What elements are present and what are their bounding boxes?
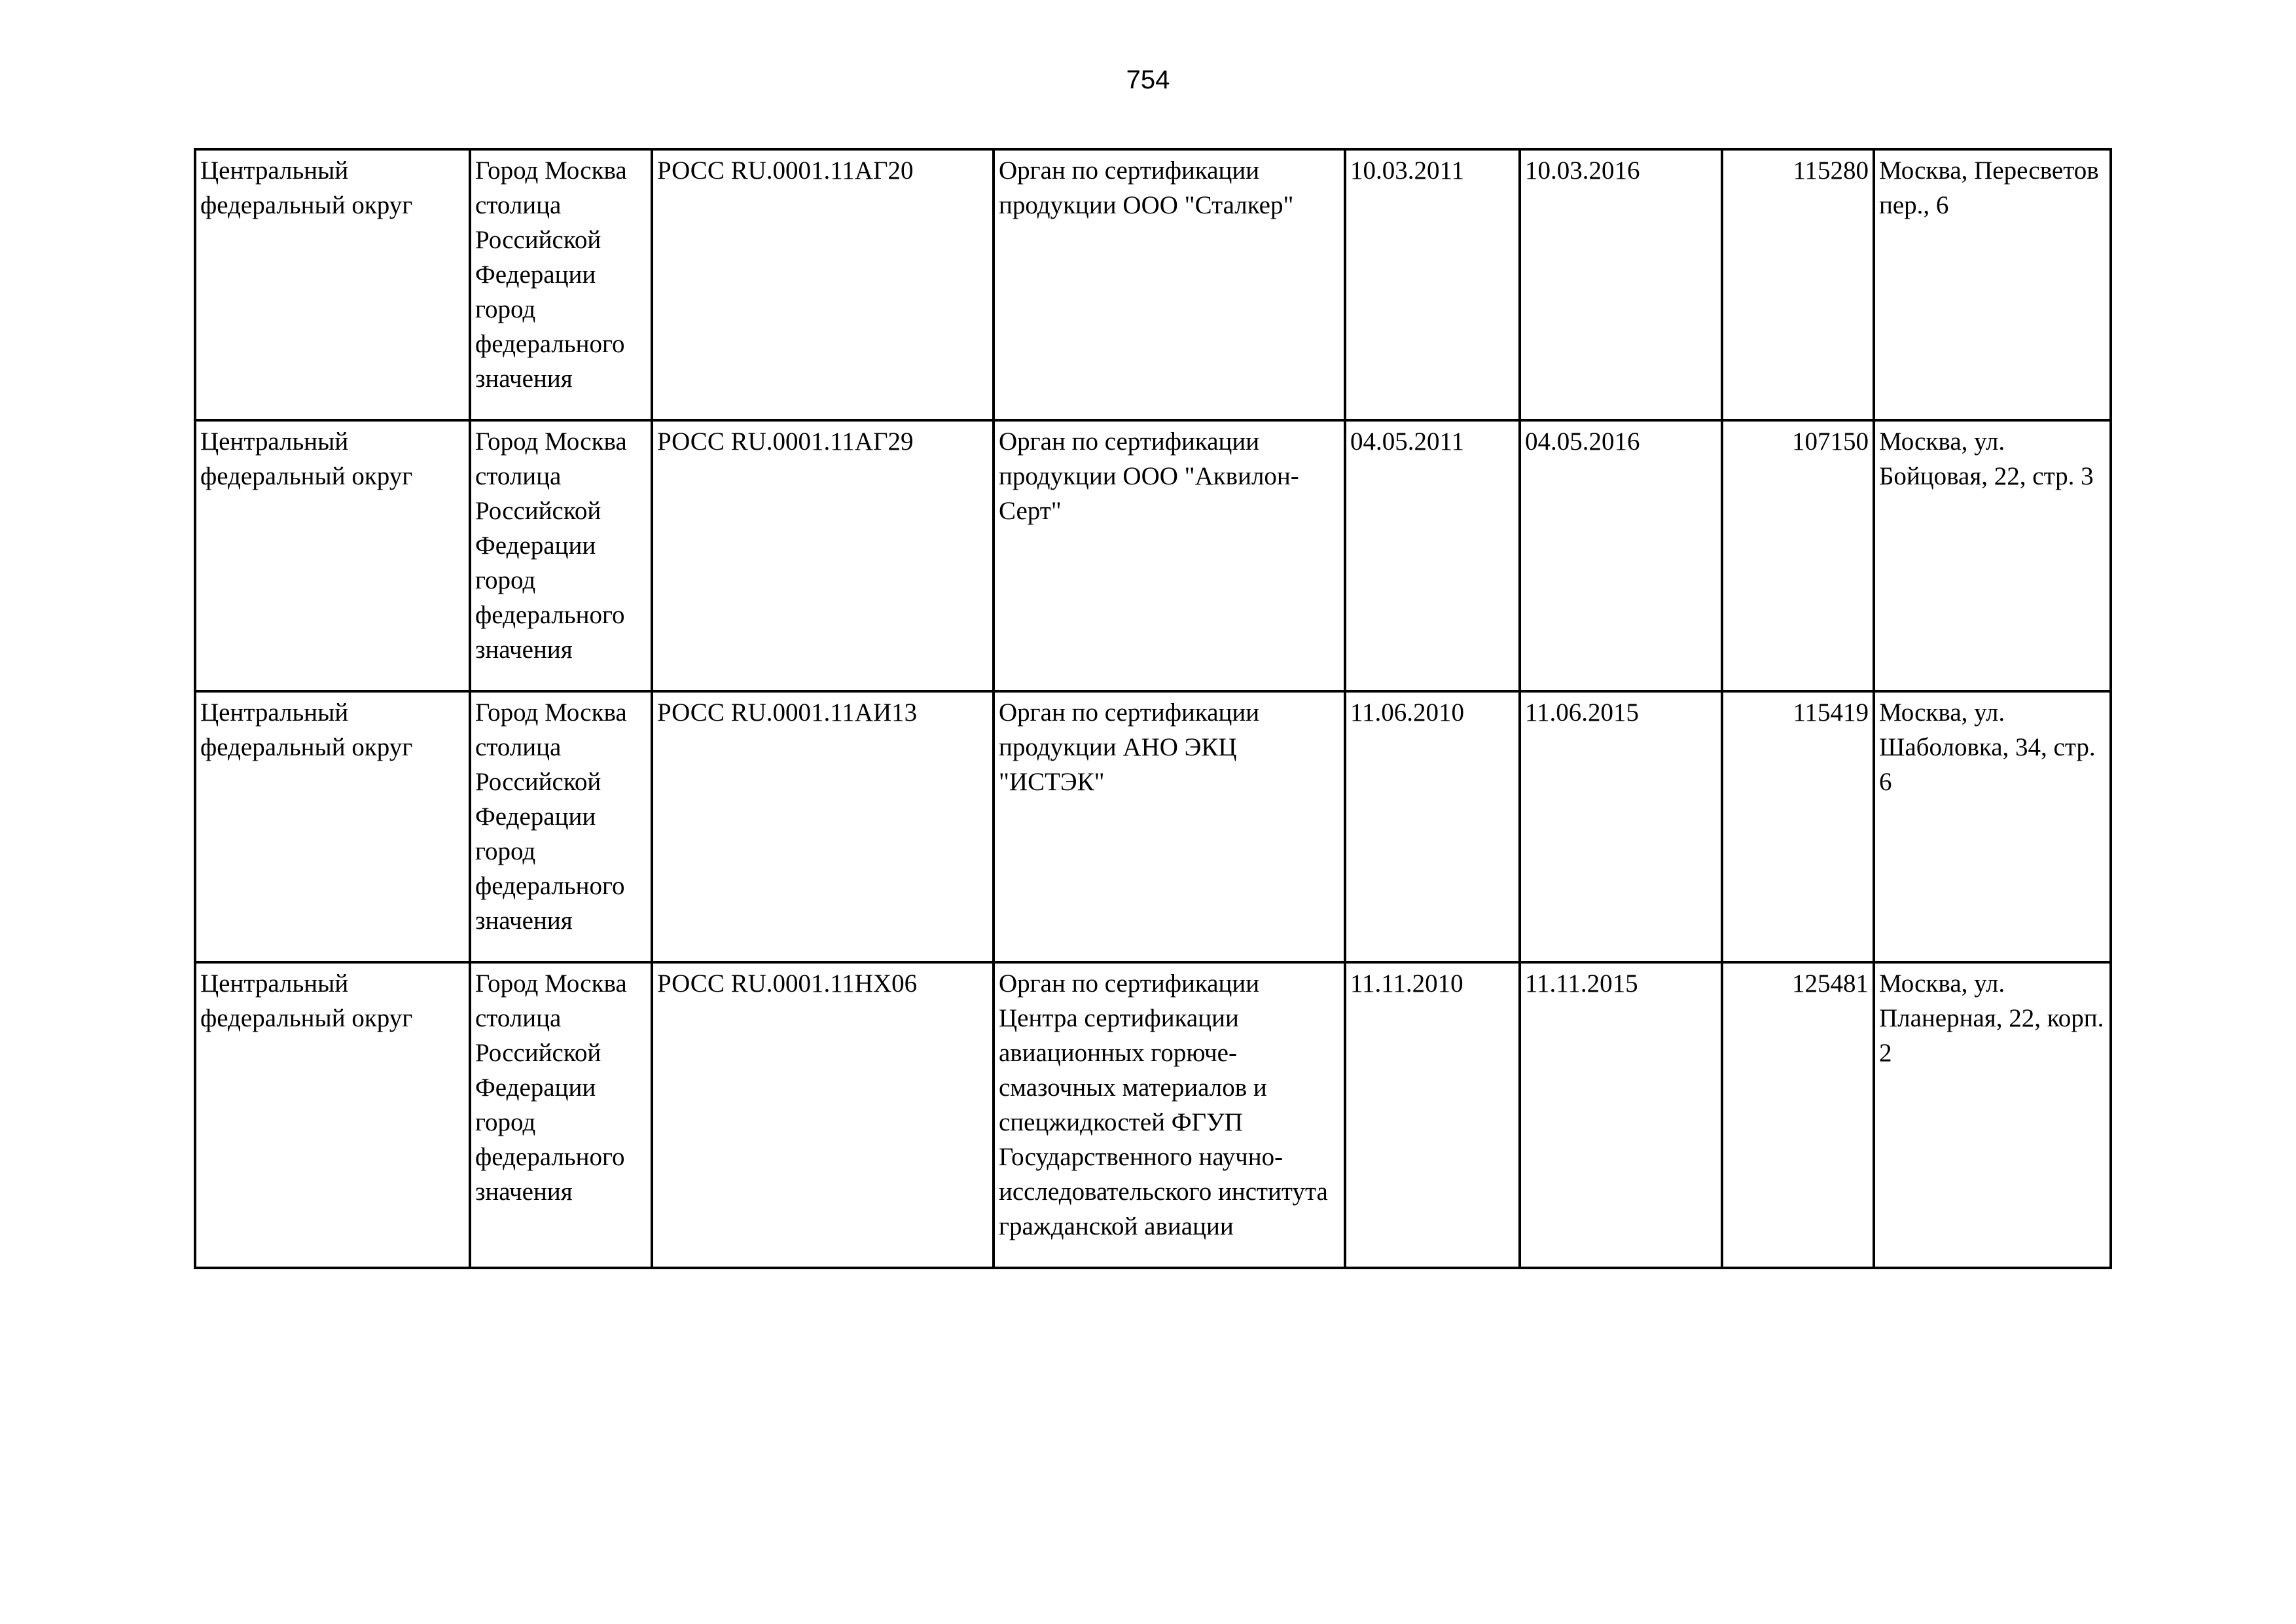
organization-text: Орган по сертификации продукции ООО "Сталкер": [999, 156, 1294, 219]
organization-cell: [994, 149, 1345, 420]
district-text: Центральный федеральный округ: [200, 698, 413, 761]
certification-bodies-table: [194, 148, 2112, 1269]
address-text: Москва, ул. Планерная, 22, корп. 2: [1879, 969, 2104, 1067]
reg-number-cell: [652, 691, 994, 962]
address-text: Москва, ул. Бойцовая, 22, стр. 3: [1879, 427, 2094, 490]
organization-cell: [994, 962, 1345, 1268]
date-from-text: 04.05.2011: [1350, 427, 1465, 456]
date-to-text: 10.03.2016: [1525, 156, 1640, 185]
date-from-text: 11.06.2010: [1350, 698, 1465, 727]
address-text: Москва, Пересветов пер., 6: [1879, 156, 2099, 219]
reg-number-cell: [652, 149, 994, 420]
region-text: Город Москва столица Российской Федерации город федерального значения: [475, 156, 627, 393]
date-from-text: 10.03.2011: [1350, 156, 1465, 185]
district-text: Центральный федеральный округ: [200, 156, 413, 219]
date-from-cell: [1345, 691, 1520, 962]
address-cell: [1874, 149, 2111, 420]
date-from-cell: [1345, 149, 1520, 420]
district-cell: [195, 149, 470, 420]
postcode-cell: [1722, 149, 1874, 420]
date-from-cell: [1345, 420, 1520, 691]
address-cell: [1874, 962, 2111, 1268]
table-row: [195, 149, 2111, 420]
region-cell: [470, 149, 652, 420]
postcode-cell: [1722, 962, 1874, 1268]
region-cell: [470, 420, 652, 691]
address-cell: [1874, 420, 2111, 691]
table-row: [195, 691, 2111, 962]
district-cell: [195, 420, 470, 691]
date-from-cell: [1345, 962, 1520, 1268]
region-text: Город Москва столица Российской Федерации город федерального значения: [475, 969, 627, 1206]
date-to-text: 11.11.2015: [1525, 969, 1638, 998]
district-cell: [195, 691, 470, 962]
table-row: [195, 420, 2111, 691]
organization-cell: [994, 691, 1345, 962]
date-to-cell: [1520, 962, 1722, 1268]
postcode-text: 125481: [1792, 969, 1869, 998]
table-row: [195, 962, 2111, 1268]
organization-text: Орган по сертификации продукции АНО ЭКЦ "ИСТЭК": [999, 698, 1260, 796]
reg-number-cell: [652, 420, 994, 691]
region-text: Город Москва столица Российской Федерации город федерального значения: [475, 698, 627, 935]
reg-number-text: РОСС RU.0001.11НХ06: [657, 969, 918, 998]
district-text: Центральный федеральный округ: [200, 969, 413, 1032]
date-to-text: 11.06.2015: [1525, 698, 1640, 727]
page-number: 754: [1126, 65, 1170, 94]
region-cell: [470, 962, 652, 1268]
postcode-cell: [1722, 691, 1874, 962]
reg-number-text: РОСС RU.0001.11АИ13: [657, 698, 918, 727]
organization-text: Орган по сертификации продукции ООО "Аквилон-Серт": [999, 427, 1299, 525]
date-to-cell: [1520, 149, 1722, 420]
date-to-text: 04.05.2016: [1525, 427, 1640, 456]
address-cell: [1874, 691, 2111, 962]
reg-number-cell: [652, 962, 994, 1268]
date-from-text: 11.11.2010: [1350, 969, 1463, 998]
organization-cell: [994, 420, 1345, 691]
district-cell: [195, 962, 470, 1268]
reg-number-text: РОСС RU.0001.11АГ29: [657, 427, 914, 456]
postcode-cell: [1722, 420, 1874, 691]
region-cell: [470, 691, 652, 962]
date-to-cell: [1520, 691, 1722, 962]
postcode-text: 115280: [1793, 156, 1869, 185]
region-text: Город Москва столица Российской Федерации город федерального значения: [475, 427, 627, 664]
date-to-cell: [1520, 420, 1722, 691]
district-text: Центральный федеральный округ: [200, 427, 413, 490]
reg-number-text: РОСС RU.0001.11АГ20: [657, 156, 914, 185]
organization-text: Орган по сертификации Центра сертификации авиационных горюче-смазочных материалов и спецжидкостей ФГУП Государственного научно-исследовательского института гражданской авиации: [999, 969, 1328, 1240]
postcode-text: 115419: [1793, 698, 1869, 727]
postcode-text: 107150: [1792, 427, 1869, 456]
address-text: Москва, ул. Шаболовка, 34, стр. 6: [1879, 698, 2096, 796]
